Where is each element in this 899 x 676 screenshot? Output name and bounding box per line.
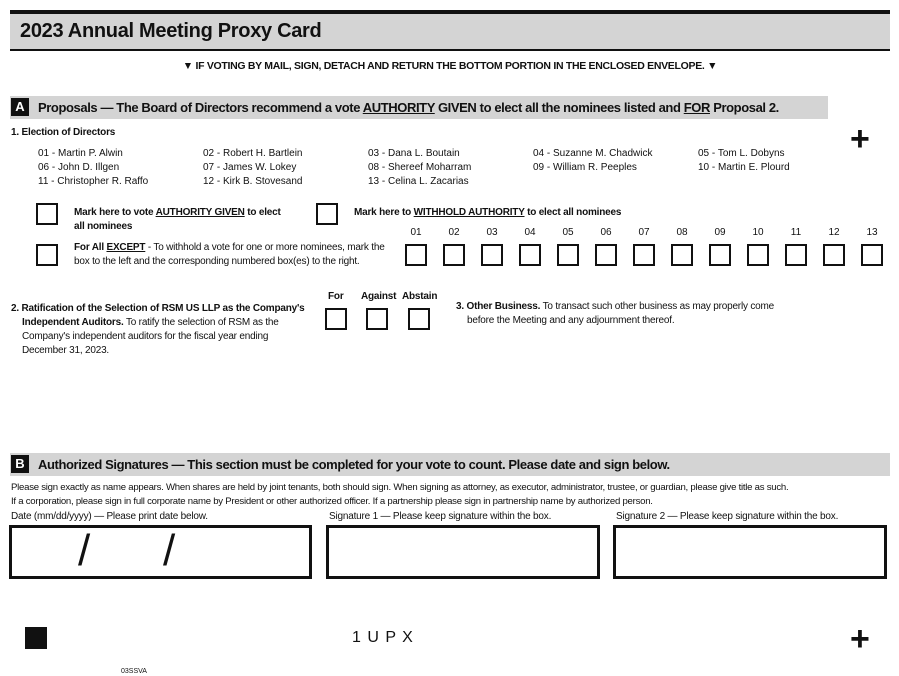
nominee-06: 06 - John D. Illgen	[38, 162, 120, 173]
registration-plus-icon: +	[850, 120, 870, 158]
nominee-10: 10 - Martin E. Plourd	[698, 162, 790, 173]
election-of-directors-label: 1. Election of Directors	[11, 127, 116, 138]
for-all-except-text-line2: box to the left and the corresponding numbered box(es) to the right.	[74, 256, 360, 267]
signature-1-field[interactable]	[326, 525, 600, 579]
section-a-title: Proposals — The Board of Directors recommend a vote AUTHORITY GIVEN to elect all the nominees listed and FOR Proposal 2.	[38, 100, 779, 115]
proposal-2-line3: Company's independent auditors for the fiscal year ending	[22, 331, 269, 342]
except-box-09[interactable]	[709, 244, 731, 266]
except-number-05: 05	[562, 227, 574, 238]
proposal-3-line2: before the Meeting and any adjournment thereof.	[467, 315, 675, 326]
except-box-01[interactable]	[405, 244, 427, 266]
except-number-08: 08	[676, 227, 688, 238]
nominee-02: 02 - Robert H. Bartlein	[203, 148, 303, 159]
nominee-03: 03 - Dana L. Boutain	[368, 148, 460, 159]
small-form-code: 03SSVA	[121, 668, 147, 675]
withhold-authority-checkbox[interactable]	[316, 203, 338, 225]
vote-abstain-label: Abstain	[402, 291, 438, 302]
section-a-letter: A	[11, 98, 29, 116]
except-number-07: 07	[638, 227, 650, 238]
date-slash-1: /	[78, 526, 91, 575]
nominee-04: 04 - Suzanne M. Chadwick	[533, 148, 653, 159]
except-number-09: 09	[714, 227, 726, 238]
section-b-title: Authorized Signatures — This section must be completed for your vote to count. Please date and sign below.	[38, 457, 670, 472]
registration-plus-icon-bottom: +	[850, 620, 870, 658]
proposal-2-line2: Independent Auditors. To ratify the selection of RSM as the	[22, 317, 279, 328]
proposal-2-for-checkbox[interactable]	[325, 308, 347, 330]
signature-2-label: Signature 2 — Please keep signature within the box.	[616, 511, 839, 522]
except-box-06[interactable]	[595, 244, 617, 266]
except-number-11: 11	[790, 227, 802, 238]
except-number-13: 13	[866, 227, 878, 238]
except-box-11[interactable]	[785, 244, 807, 266]
except-box-02[interactable]	[443, 244, 465, 266]
header-bottom-rule	[10, 49, 890, 51]
except-box-05[interactable]	[557, 244, 579, 266]
except-box-10[interactable]	[747, 244, 769, 266]
except-box-08[interactable]	[671, 244, 693, 266]
authority-given-checkbox[interactable]	[36, 203, 58, 225]
signature-instructions-line1: Please sign exactly as name appears. When shares are held by joint tenants, both should sign. When signing as attorney, as executor, administrator, trustee, or guardian, please give title as such.	[11, 482, 789, 493]
nominee-09: 09 - William R. Peeples	[533, 162, 637, 173]
page-title: 2023 Annual Meeting Proxy Card	[20, 20, 322, 42]
except-number-12: 12	[828, 227, 840, 238]
registration-mark-square	[25, 627, 47, 649]
except-number-06: 06	[600, 227, 612, 238]
nominee-07: 07 - James W. Lokey	[203, 162, 297, 173]
mail-instruction: ▼ IF VOTING BY MAIL, SIGN, DETACH AND RETURN THE BOTTOM PORTION IN THE ENCLOSED ENVELOPE. ▼	[182, 60, 718, 72]
except-box-03[interactable]	[481, 244, 503, 266]
nominee-05: 05 - Tom L. Dobyns	[698, 148, 785, 159]
proposal-2-line4: December 31, 2023.	[22, 345, 110, 356]
signature-2-field[interactable]	[613, 525, 887, 579]
nominee-08: 08 - Shereef Moharram	[368, 162, 472, 173]
except-number-03: 03	[486, 227, 498, 238]
nominee-13: 13 - Celina L. Zacarias	[368, 176, 469, 187]
authority-given-label-line2: all nominees	[74, 221, 133, 232]
proposal-2-against-checkbox[interactable]	[366, 308, 388, 330]
nominee-11: 11 - Christopher R. Raffo	[38, 176, 149, 187]
date-field[interactable]	[9, 525, 312, 579]
except-number-02: 02	[448, 227, 460, 238]
for-all-except-text: For All EXCEPT - To withhold a vote for one or more nominees, mark the	[74, 242, 385, 253]
withhold-authority-label: Mark here to WITHHOLD AUTHORITY to elect all nominees	[354, 207, 622, 218]
proposal-3-text: 3. Other Business. To transact such other business as may properly come	[456, 301, 774, 312]
proposal-2-title: 2. Ratification of the Selection of RSM US LLP as the Company's	[11, 303, 305, 314]
form-code: 1 U P X	[352, 629, 414, 646]
except-number-04: 04	[524, 227, 536, 238]
nominee-01: 01 - Martin P. Alwin	[38, 148, 123, 159]
signature-instructions-line2: If a corporation, please sign in full corporate name by President or other authorized officer. If a partnership please sign in partnership name by authorized person.	[11, 496, 653, 507]
section-b-letter: B	[11, 455, 29, 473]
proposal-2-abstain-checkbox[interactable]	[408, 308, 430, 330]
vote-against-label: Against	[361, 291, 397, 302]
date-slash-2: /	[163, 526, 176, 575]
for-all-except-checkbox[interactable]	[36, 244, 58, 266]
nominee-12: 12 - Kirk B. Stovesand	[203, 176, 303, 187]
signature-1-label: Signature 1 — Please keep signature within the box.	[329, 511, 552, 522]
except-number-10: 10	[752, 227, 764, 238]
date-label: Date (mm/dd/yyyy) — Please print date below.	[11, 511, 208, 522]
except-box-13[interactable]	[861, 244, 883, 266]
vote-for-label: For	[328, 291, 344, 302]
except-number-01: 01	[410, 227, 422, 238]
authority-given-label: Mark here to vote AUTHORITY GIVEN to elect	[74, 207, 281, 218]
except-box-12[interactable]	[823, 244, 845, 266]
except-box-04[interactable]	[519, 244, 541, 266]
except-box-07[interactable]	[633, 244, 655, 266]
